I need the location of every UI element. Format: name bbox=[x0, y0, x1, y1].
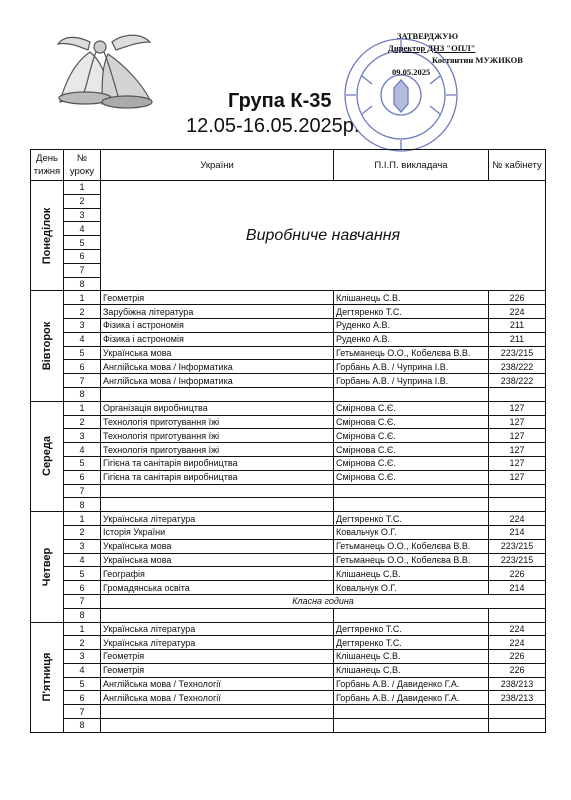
day-name-cell bbox=[31, 512, 64, 622]
lesson-number: 7 bbox=[64, 263, 101, 277]
room-cell bbox=[489, 387, 546, 401]
lesson-number: 2 bbox=[64, 305, 101, 319]
lesson-number: 1 bbox=[64, 291, 101, 305]
teacher-cell: Дегтяренко Т.С. bbox=[334, 305, 489, 319]
lesson-number: 2 bbox=[64, 525, 101, 539]
lesson-number: 5 bbox=[64, 677, 101, 691]
subject-cell: Технологія приготування їжі bbox=[101, 415, 334, 429]
date-range: 12.05-16.05.2025р. bbox=[186, 115, 360, 137]
lesson-number: 6 bbox=[64, 470, 101, 484]
approval-position: Директор ДНЗ "ОПЛ" bbox=[388, 43, 476, 53]
teacher-cell: Гетьманець О.О., Кобелєва В.В. bbox=[334, 553, 489, 567]
header-room: № кабінету bbox=[489, 150, 546, 181]
header-subject: України bbox=[101, 150, 334, 181]
teacher-cell bbox=[334, 608, 489, 622]
day-name-cell bbox=[31, 181, 64, 291]
teacher-cell: Смірнова С.Є. bbox=[334, 415, 489, 429]
lesson-number: 1 bbox=[64, 622, 101, 636]
teacher-cell: Руденко А.В. bbox=[334, 332, 489, 346]
lesson-number: 7 bbox=[64, 374, 101, 388]
table-row bbox=[31, 456, 546, 470]
lesson-number: 2 bbox=[64, 194, 101, 208]
table-row bbox=[31, 346, 546, 360]
room-cell: 238/213 bbox=[489, 691, 546, 705]
lesson-number: 7 bbox=[64, 705, 101, 719]
subject-cell bbox=[101, 484, 334, 498]
subject-cell bbox=[101, 705, 334, 719]
lesson-number: 3 bbox=[64, 539, 101, 553]
room-cell: 127 bbox=[489, 429, 546, 443]
teacher-cell: Горбань А.В. / Чуприна І.В. bbox=[334, 374, 489, 388]
table-row bbox=[31, 512, 546, 526]
subject-cell: Фізика і астрономія bbox=[101, 332, 334, 346]
room-cell: 214 bbox=[489, 581, 546, 595]
lesson-number: 7 bbox=[64, 484, 101, 498]
lesson-number: 4 bbox=[64, 443, 101, 457]
teacher-cell: Смірнова С.Є. bbox=[334, 456, 489, 470]
room-cell: 226 bbox=[489, 567, 546, 581]
day-name: Понеділок bbox=[41, 207, 53, 264]
subject-cell: Громадянська освіта bbox=[101, 581, 334, 595]
room-cell bbox=[489, 498, 546, 512]
teacher-cell: Дегтяренко Т.С. bbox=[334, 622, 489, 636]
room-cell: 238/222 bbox=[489, 374, 546, 388]
lesson-number: 8 bbox=[64, 719, 101, 733]
approval-name: Костянтин МУЖИКОВ bbox=[432, 55, 523, 65]
room-cell: 224 bbox=[489, 512, 546, 526]
teacher-cell: Клішанець С.В. bbox=[334, 567, 489, 581]
bells-illustration bbox=[50, 22, 160, 117]
table-row bbox=[31, 318, 546, 332]
table-row bbox=[31, 691, 546, 705]
lesson-number: 5 bbox=[64, 456, 101, 470]
table-row bbox=[31, 705, 546, 719]
lesson-number: 6 bbox=[64, 581, 101, 595]
lesson-number: 8 bbox=[64, 277, 101, 291]
room-cell bbox=[489, 484, 546, 498]
table-row bbox=[31, 636, 546, 650]
header-lesson: № уроку bbox=[64, 150, 101, 181]
lesson-number: 2 bbox=[64, 415, 101, 429]
teacher-cell: Горбань А.В. / Давиденко Г.А. bbox=[334, 677, 489, 691]
lesson-number: 4 bbox=[64, 222, 101, 236]
room-cell: 211 bbox=[489, 318, 546, 332]
room-cell: 224 bbox=[489, 636, 546, 650]
teacher-cell: Ковальчук О.Г. bbox=[334, 581, 489, 595]
table-row bbox=[31, 360, 546, 374]
approval-date: 09.05.2025 bbox=[392, 67, 431, 77]
room-cell: 127 bbox=[489, 443, 546, 457]
class-hour: Класна година bbox=[101, 594, 546, 608]
subject-cell bbox=[101, 719, 334, 733]
table-row bbox=[31, 443, 546, 457]
table-row bbox=[31, 719, 546, 733]
lesson-number: 8 bbox=[64, 498, 101, 512]
subject-cell: Англійська мова / Технології bbox=[101, 691, 334, 705]
teacher-cell bbox=[334, 484, 489, 498]
header-teacher: П.І.П. викладача bbox=[334, 150, 489, 181]
table-row bbox=[31, 415, 546, 429]
room-cell: 214 bbox=[489, 525, 546, 539]
lesson-number: 5 bbox=[64, 236, 101, 250]
room-cell: 238/213 bbox=[489, 677, 546, 691]
lesson-number: 3 bbox=[64, 429, 101, 443]
lesson-number: 5 bbox=[64, 346, 101, 360]
day-name-cell bbox=[31, 291, 64, 401]
day-name-cell bbox=[31, 622, 64, 732]
approval-heading: ЗАТВЕРДЖУЮ bbox=[397, 31, 459, 41]
subject-cell: Гігієна та санітарія виробництва bbox=[101, 470, 334, 484]
lesson-number: 5 bbox=[64, 567, 101, 581]
table-row bbox=[31, 332, 546, 346]
teacher-cell bbox=[334, 719, 489, 733]
teacher-cell: Клішанець С.В. bbox=[334, 291, 489, 305]
header-row bbox=[31, 150, 546, 181]
room-cell: 226 bbox=[489, 291, 546, 305]
subject-cell: Українська література bbox=[101, 636, 334, 650]
lesson-number: 8 bbox=[64, 387, 101, 401]
lesson-number: 6 bbox=[64, 360, 101, 374]
lesson-number: 3 bbox=[64, 208, 101, 222]
teacher-cell: Ковальчук О.Г. bbox=[334, 525, 489, 539]
room-cell: 127 bbox=[489, 456, 546, 470]
teacher-cell: Горбань А.В. / Чуприна І.В. bbox=[334, 360, 489, 374]
teacher-cell: Смірнова С.Є. bbox=[334, 443, 489, 457]
lesson-number: 3 bbox=[64, 318, 101, 332]
table-row bbox=[31, 539, 546, 553]
table-row bbox=[31, 663, 546, 677]
day-name-cell bbox=[31, 401, 64, 511]
table-row bbox=[31, 374, 546, 388]
table-row bbox=[31, 608, 546, 622]
teacher-cell: Дегтяренко Т.С. bbox=[334, 512, 489, 526]
room-cell: 211 bbox=[489, 332, 546, 346]
room-cell: 223/215 bbox=[489, 539, 546, 553]
teacher-cell: Гетьманець О.О., Кобелєва В.В. bbox=[334, 539, 489, 553]
teacher-cell bbox=[334, 705, 489, 719]
room-cell bbox=[489, 719, 546, 733]
room-cell: 226 bbox=[489, 650, 546, 664]
subject-cell bbox=[101, 608, 334, 622]
teacher-cell: Смірнова С.Є. bbox=[334, 401, 489, 415]
schedule-table bbox=[30, 149, 546, 733]
header-day: День тижня bbox=[31, 150, 64, 181]
subject-cell: Фізика і астрономія bbox=[101, 318, 334, 332]
table-row bbox=[31, 401, 546, 415]
subject-cell: Гігієна та санітарія виробництва bbox=[101, 456, 334, 470]
table-row bbox=[31, 305, 546, 319]
room-cell: 224 bbox=[489, 305, 546, 319]
subject-cell: Українська мова bbox=[101, 553, 334, 567]
subject-cell: Геометрія bbox=[101, 663, 334, 677]
table-row bbox=[31, 650, 546, 664]
teacher-cell: Клішанець С.В. bbox=[334, 650, 489, 664]
subject-cell: Геометрія bbox=[101, 650, 334, 664]
room-cell bbox=[489, 705, 546, 719]
subject-cell: Українська мова bbox=[101, 539, 334, 553]
teacher-cell: Смірнова С.Є. bbox=[334, 429, 489, 443]
table-row bbox=[31, 291, 546, 305]
subject-cell: Географія bbox=[101, 567, 334, 581]
day-name: Середа bbox=[41, 436, 53, 477]
table-row bbox=[31, 387, 546, 401]
subject-cell: Технологія приготування їжі bbox=[101, 429, 334, 443]
table-row bbox=[31, 594, 546, 608]
lesson-number: 4 bbox=[64, 663, 101, 677]
room-cell: 223/215 bbox=[489, 346, 546, 360]
teacher-cell bbox=[334, 387, 489, 401]
room-cell: 127 bbox=[489, 415, 546, 429]
subject-cell: Технологія приготування їжі bbox=[101, 443, 334, 457]
teacher-cell: Дегтяренко Т.С. bbox=[334, 636, 489, 650]
subject-cell: Українська література bbox=[101, 512, 334, 526]
table-row bbox=[31, 470, 546, 484]
subject-cell bbox=[101, 387, 334, 401]
subject-cell: Англійська мова / Технології bbox=[101, 677, 334, 691]
table-row bbox=[31, 553, 546, 567]
teacher-cell bbox=[334, 498, 489, 512]
room-cell: 238/222 bbox=[489, 360, 546, 374]
lesson-number: 7 bbox=[64, 594, 101, 608]
room-cell: 226 bbox=[489, 663, 546, 677]
table-row bbox=[31, 484, 546, 498]
lesson-number: 1 bbox=[64, 401, 101, 415]
lesson-number: 8 bbox=[64, 608, 101, 622]
merged-activity: Виробниче навчання bbox=[101, 181, 546, 291]
subject-cell: Українська література bbox=[101, 622, 334, 636]
lesson-number: 6 bbox=[64, 249, 101, 263]
lesson-number: 2 bbox=[64, 636, 101, 650]
subject-cell: Геометрія bbox=[101, 291, 334, 305]
table-row bbox=[31, 525, 546, 539]
room-cell: 224 bbox=[489, 622, 546, 636]
table-row bbox=[31, 581, 546, 595]
room-cell bbox=[489, 608, 546, 622]
table-row bbox=[31, 622, 546, 636]
teacher-cell: Руденко А.В. bbox=[334, 318, 489, 332]
subject-cell: Українська мова bbox=[101, 346, 334, 360]
table-row bbox=[31, 181, 546, 195]
teacher-cell: Горбань А.В. / Давиденко Г.А. bbox=[334, 691, 489, 705]
teacher-cell: Смірнова С.Є. bbox=[334, 470, 489, 484]
lesson-number: 3 bbox=[64, 650, 101, 664]
lesson-number: 1 bbox=[64, 512, 101, 526]
subject-cell: Історія України bbox=[101, 525, 334, 539]
page-title: Група К-35 bbox=[228, 90, 332, 112]
table-row bbox=[31, 429, 546, 443]
table-row bbox=[31, 567, 546, 581]
day-name: П'ятниця bbox=[41, 652, 53, 702]
table-row bbox=[31, 498, 546, 512]
room-cell: 127 bbox=[489, 470, 546, 484]
subject-cell: Англійська мова / Інформатика bbox=[101, 360, 334, 374]
room-cell: 223/215 bbox=[489, 553, 546, 567]
subject-cell: Англійська мова / Інформатика bbox=[101, 374, 334, 388]
approval-block bbox=[388, 30, 567, 78]
teacher-cell: Гетьманець О.О., Кобелєва В.В. bbox=[334, 346, 489, 360]
lesson-number: 4 bbox=[64, 332, 101, 346]
lesson-number: 4 bbox=[64, 553, 101, 567]
subject-cell: Організація виробництва bbox=[101, 401, 334, 415]
day-name: Вівторок bbox=[41, 321, 53, 371]
subject-cell bbox=[101, 498, 334, 512]
teacher-cell: Клішанець С.В. bbox=[334, 663, 489, 677]
day-name: Четвер bbox=[41, 547, 53, 587]
table-row bbox=[31, 677, 546, 691]
room-cell: 127 bbox=[489, 401, 546, 415]
subject-cell: Зарубіжна література bbox=[101, 305, 334, 319]
lesson-number: 1 bbox=[64, 181, 101, 195]
lesson-number: 6 bbox=[64, 691, 101, 705]
